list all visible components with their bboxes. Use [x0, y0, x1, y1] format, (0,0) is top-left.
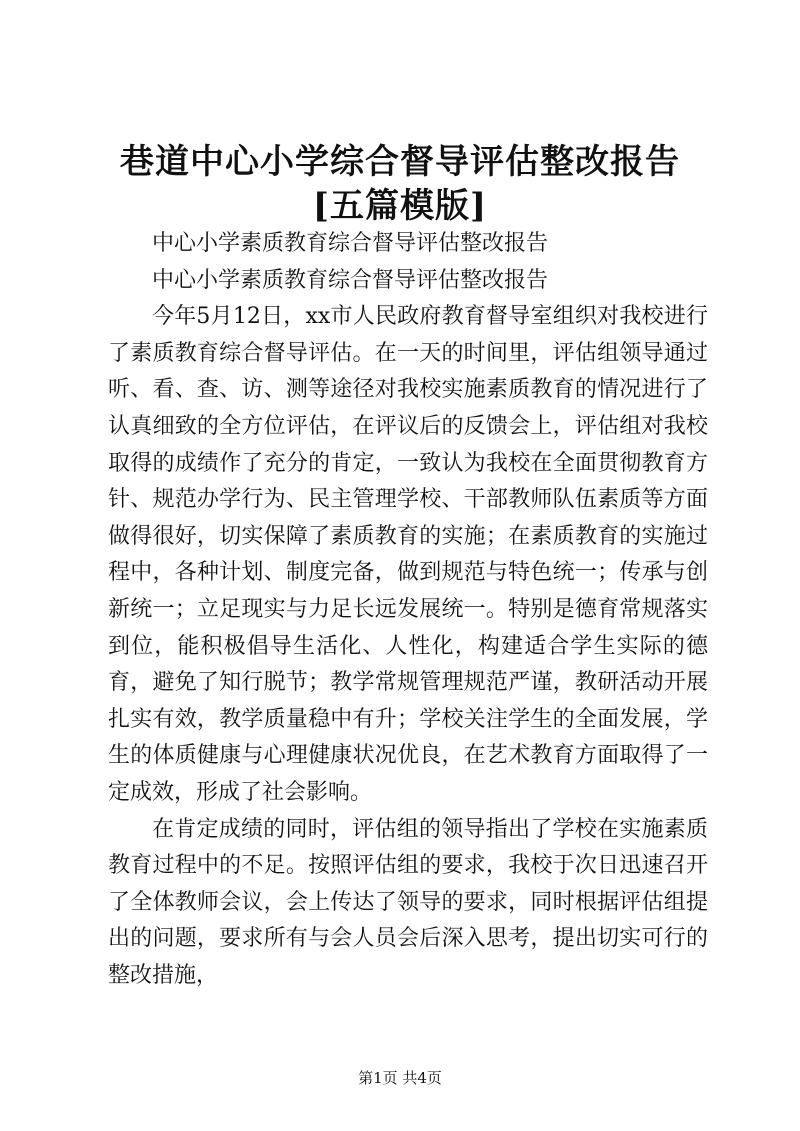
document-title: 巷道中心小学综合督导评估整改报告[五篇模版]: [120, 142, 680, 226]
paragraph-subtitle-1: 中心小学素质教育综合督导评估整改报告: [152, 231, 549, 256]
paragraph-body-1: 今年5月12日，xx市人民政府教育督导室组织对我校进行了素质教育综合督导评估。在一天的时间里，评估组领导通过听、看、查、访、测等途径对我校实施素质教育的情况进行了认真细致的全方位评估，在评议后的反馈会上，评估组对我校取得的成绩作了充分的肯定，一致认为我校在全面贯彻教育方针、规范办学行为、民主管理学校、干部教师队伍素质等方面做得很好，切实保障了素质教育的实施；在素质教育的实施过程中，各种计划、制度完备，做到规范与特色统一；传承与创新统一；立足现实与力足长远发展统一。特别是德育常规落实到位，能积极倡导生活化、人性化，构建适合学生实际的德育，避免了知行脱节；教学常规管理规范严谨，教研活动开展扎实有效，教学质量稳中有升；学校关注学生的全面发展，学生的体质健康与心理健康状况优良，在艺术教育方面取得了一定成效，形成了社会影响。: [108, 304, 708, 805]
page-number-footer: 第1页 共4页: [358, 1069, 442, 1087]
paragraph-subtitle-2: 中心小学素质教育综合督导评估整改报告: [152, 267, 549, 293]
paragraph-body-2: 在肯定成绩的同时，评估组的领导指出了学校在实施素质教育过程中的不足。按照评估组的要求，我校于次日迅速召开了全体教师会议，会上传达了领导的要求，同时根据评估组提出的问题，要求所有与会人员会后深入思考，提出切实可行的整改措施，: [108, 816, 708, 988]
document-body: [108, 226, 708, 994]
